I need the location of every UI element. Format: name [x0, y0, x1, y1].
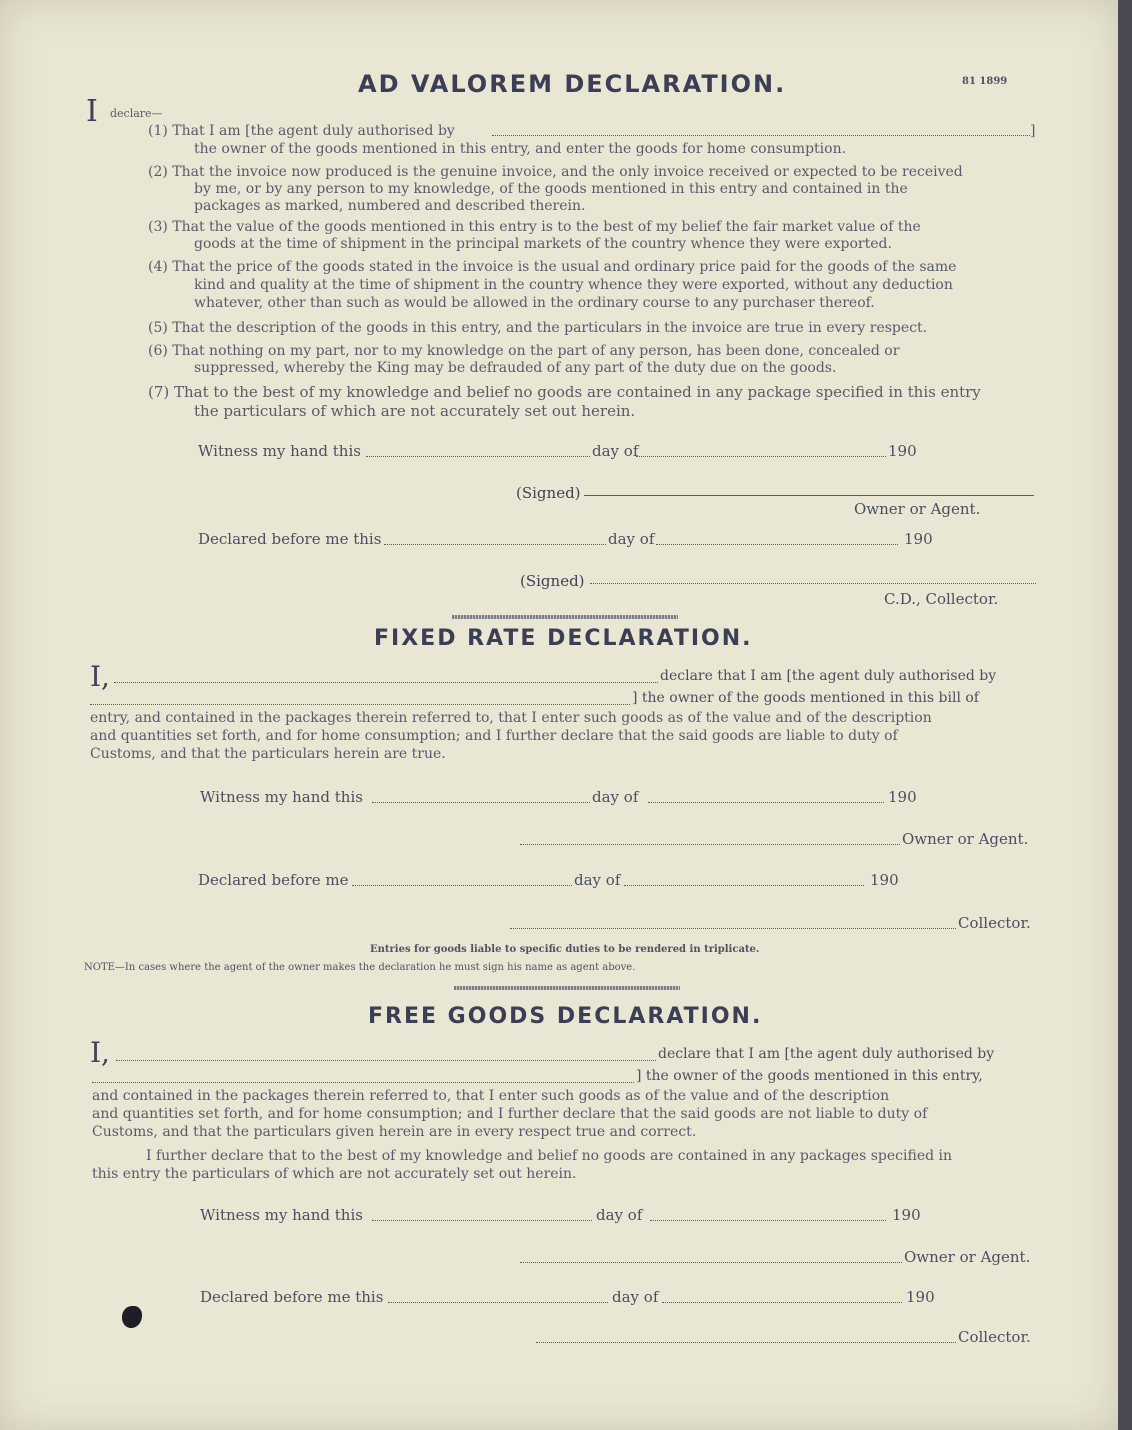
clause-4-line-3: whatever, other than such as would be allowed in the ordinary course to any purchaser thereof.	[194, 295, 875, 311]
fg-body-1: and contained in the packages therein referred to, that I enter such goods as of the value and of the description	[92, 1088, 890, 1104]
fg-declared-day-of: day of	[612, 1288, 659, 1306]
av-day-of-label: day of	[592, 442, 639, 460]
clause-3-line-1: (3) That the value of the goods mentioned in this entry is to the best of my belief the fair market value of the	[148, 219, 921, 235]
fg-declared-label: Declared before me this	[200, 1288, 384, 1306]
declare-word: declare—	[110, 107, 163, 120]
av-witness-label: Witness my hand this	[198, 442, 361, 460]
av-witness-day-field[interactable]	[366, 456, 590, 457]
fr-collector-label: Collector.	[958, 914, 1031, 932]
fg-body-3: Customs, and that the particulars given herein are in every respect true and correct.	[92, 1124, 697, 1140]
fg-collector-label: Collector.	[958, 1328, 1031, 1346]
fr-witness-day-field[interactable]	[372, 802, 590, 803]
fg-collector-signature-field[interactable]	[536, 1342, 956, 1343]
form-number-stamp: 81 1899	[962, 76, 1008, 87]
fg-witness-month-field[interactable]	[650, 1220, 886, 1221]
declare-initial: I	[86, 94, 98, 129]
fg-declared-year: 190	[906, 1288, 935, 1306]
fg-day-of-label: day of	[596, 1206, 643, 1224]
fg-line-1: declare that I am [the agent duly authorised by	[658, 1046, 995, 1062]
fr-witness-label: Witness my hand this	[200, 788, 363, 806]
fg-witness-label: Witness my hand this	[200, 1206, 363, 1224]
fg-line-2: ] the owner of the goods mentioned in this entry,	[636, 1068, 983, 1084]
clause-4-line-1: (4) That the price of the goods stated in the invoice is the usual and ordinary price paid for the goods of the same	[148, 259, 957, 275]
clause-1-line-2: the owner of the goods mentioned in this entry, and enter the goods for home consumption.	[194, 141, 847, 157]
ink-blot	[122, 1306, 142, 1328]
fg-witness-year: 190	[892, 1206, 921, 1224]
fg-declarant-name-field[interactable]	[116, 1060, 656, 1061]
fg-owner-signature-field[interactable]	[520, 1262, 902, 1263]
fr-witness-year: 190	[888, 788, 917, 806]
page-edge	[1118, 0, 1132, 1430]
fr-line-1: declare that I am [the agent duly authorised by	[660, 668, 997, 684]
av-declared-year: 190	[904, 530, 933, 548]
fg-i-label: I,	[90, 1036, 110, 1069]
fr-day-of-label: day of	[592, 788, 639, 806]
av-declared-day-of: day of	[608, 530, 655, 548]
fr-declared-label: Declared before me	[198, 871, 349, 889]
agent-name-field[interactable]	[492, 135, 1030, 136]
fr-i-label: I,	[90, 660, 110, 693]
clause-3-line-2: goods at the time of shipment in the principal markets of the country whence they were exported.	[194, 236, 892, 252]
fr-owner-agent-label: Owner or Agent.	[902, 830, 1029, 848]
clause-7-line-2: the particulars of which are not accurately set out herein.	[194, 402, 636, 420]
triplicate-note: Entries for goods liable to specific duties to be rendered in triplicate.	[370, 944, 760, 955]
clause-1-line-1: (1) That I am [the agent duly authorised by	[148, 123, 455, 139]
fr-agent-field[interactable]	[90, 704, 630, 705]
fg-witness-day-field[interactable]	[372, 1220, 592, 1221]
fr-owner-signature-field[interactable]	[520, 844, 900, 845]
av-owner-agent-label: Owner or Agent.	[854, 500, 981, 518]
clause-2-line-1: (2) That the invoice now produced is the genuine invoice, and the only invoice received or expected to be received	[148, 164, 963, 180]
av-declared-label: Declared before me this	[198, 530, 382, 548]
clause-6-line-1: (6) That nothing on my part, nor to my knowledge on the part of any person, has been done, concealed or	[148, 343, 900, 359]
fr-line-2: ] the owner of the goods mentioned in this bill of	[632, 690, 979, 706]
av-declared-month-field[interactable]	[656, 544, 898, 545]
clause-6-line-2: suppressed, whereby the King may be defrauded of any part of the duty due on the goods.	[194, 360, 837, 376]
agent-note: NOTE—In cases where the agent of the owner makes the declaration he must sign his name as agent above.	[84, 962, 636, 973]
clause-2-line-2: by me, or by any person to my knowledge, of the goods mentioned in this entry and contained in the	[194, 181, 908, 197]
clause-4-line-2: kind and quality at the time of shipment in the country whence they were exported, without any deduction	[194, 277, 953, 293]
clause-7-line-1: (7) That to the best of my knowledge and belief no goods are contained in any package specified in this entry	[148, 383, 981, 401]
av-collector-label: C.D., Collector.	[884, 590, 999, 608]
av-collector-signed-label: (Signed)	[520, 572, 585, 590]
fr-body-1: entry, and contained in the packages therein referred to, that I enter such goods as of the value and of the description	[90, 710, 932, 726]
av-declared-day-field[interactable]	[384, 544, 606, 545]
fg-agent-field[interactable]	[92, 1082, 634, 1083]
clause-1-bracket: ]	[1030, 123, 1036, 139]
fg-owner-agent-label: Owner or Agent.	[904, 1248, 1031, 1266]
ad-valorem-title: AD VALOREM DECLARATION.	[358, 70, 787, 98]
av-signature-field[interactable]	[584, 495, 1034, 496]
fr-declared-day-field[interactable]	[352, 885, 572, 886]
fr-body-2: and quantities set forth, and for home consumption; and I further declare that the said goods are liable to duty of	[90, 728, 898, 744]
fr-witness-month-field[interactable]	[648, 802, 884, 803]
fr-declared-day-of: day of	[574, 871, 621, 889]
fr-declared-month-field[interactable]	[624, 885, 864, 886]
fixed-rate-title: FIXED RATE DECLARATION.	[374, 626, 753, 651]
section-divider	[452, 615, 678, 619]
fg-further-1: I further declare that to the best of my knowledge and belief no goods are contained in any packages specified in	[146, 1148, 953, 1164]
av-witness-month-field[interactable]	[636, 456, 886, 457]
av-witness-year: 190	[888, 442, 917, 460]
fg-declared-month-field[interactable]	[662, 1302, 902, 1303]
av-collector-signature-field[interactable]	[590, 583, 1036, 584]
clause-5: (5) That the description of the goods in this entry, and the particulars in the invoice are true in every respect.	[148, 320, 928, 336]
fr-declared-year: 190	[870, 871, 899, 889]
section-divider-2	[454, 986, 680, 990]
free-goods-title: FREE GOODS DECLARATION.	[368, 1004, 763, 1029]
clause-2-line-3: packages as marked, numbered and described therein.	[194, 198, 586, 214]
fr-collector-signature-field[interactable]	[510, 928, 956, 929]
fg-declared-day-field[interactable]	[388, 1302, 608, 1303]
fg-further-2: this entry the particulars of which are not accurately set out herein.	[92, 1166, 577, 1182]
fr-body-3: Customs, and that the particulars herein are true.	[90, 746, 446, 762]
fg-body-2: and quantities set forth, and for home consumption; and I further declare that the said goods are not liable to duty of	[92, 1106, 928, 1122]
av-signed-label: (Signed)	[516, 484, 581, 502]
fr-declarant-name-field[interactable]	[114, 682, 658, 683]
